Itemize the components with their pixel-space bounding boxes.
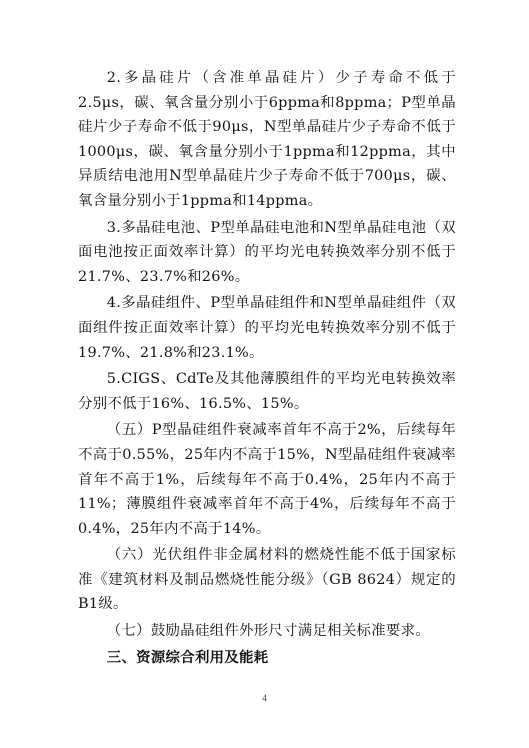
paragraph-wafer-lifetime: 2.多晶硅片（含准单晶硅片）少子寿命不低于2.5μs，碳、氧含量分别小于6ppma和8ppma；P型单晶硅片少子寿命不低于90μs，N型单晶硅片少子寿命不低于1000μs，碳、氧含量分别小于1ppma和12ppma，其中异质结电池用N型单晶硅片少子寿命不低于700μs，碳、氧含量分别小于1ppma和14ppma。 bbox=[78, 70, 456, 209]
paragraph-degradation-rate: （五）P型晶硅组件衰减率首年不高于2%，后续每年不高于0.55%，25年内不高于15%，N型晶硅组件衰减率首年不高于1%，后续每年不高于0.4%，25年内不高于11%；薄膜组件衰减率首年不高于4%，后续每年不高于0.4%，25年内不高于14%。 bbox=[78, 422, 456, 537]
paragraph-thin-film-efficiency: 5.CIGS、CdTe及其他薄膜组件的平均光电转换效率分别不低于16%、16.5%、15%。 bbox=[78, 371, 456, 412]
page-number: 4 bbox=[262, 693, 267, 703]
page-body bbox=[78, 66, 456, 670]
paragraph-module-dimensions: （七）鼓励晶硅组件外形尺寸满足相关标准要求。 bbox=[106, 623, 430, 640]
section-heading: 三、资源综合利用及能耗 bbox=[106, 649, 269, 666]
paragraph-fire-rating: （六）光伏组件非金属材料的燃烧性能不低于国家标准《建筑材料及制品燃烧性能分级》（GB 8624）规定的B1级。 bbox=[78, 547, 456, 613]
paragraph-cell-efficiency: 3.多晶硅电池、P型单晶硅电池和N型单晶硅电池（双面电池按正面效率计算）的平均光电转换效率分别不低于21.7%、23.7%和26%。 bbox=[78, 219, 456, 285]
paragraph-module-efficiency: 4.多晶硅组件、P型单晶硅组件和N型单晶硅组件（双面组件按正面效率计算）的平均光电转换效率分别不低于19.7%、21.8%和23.1%。 bbox=[78, 295, 456, 361]
